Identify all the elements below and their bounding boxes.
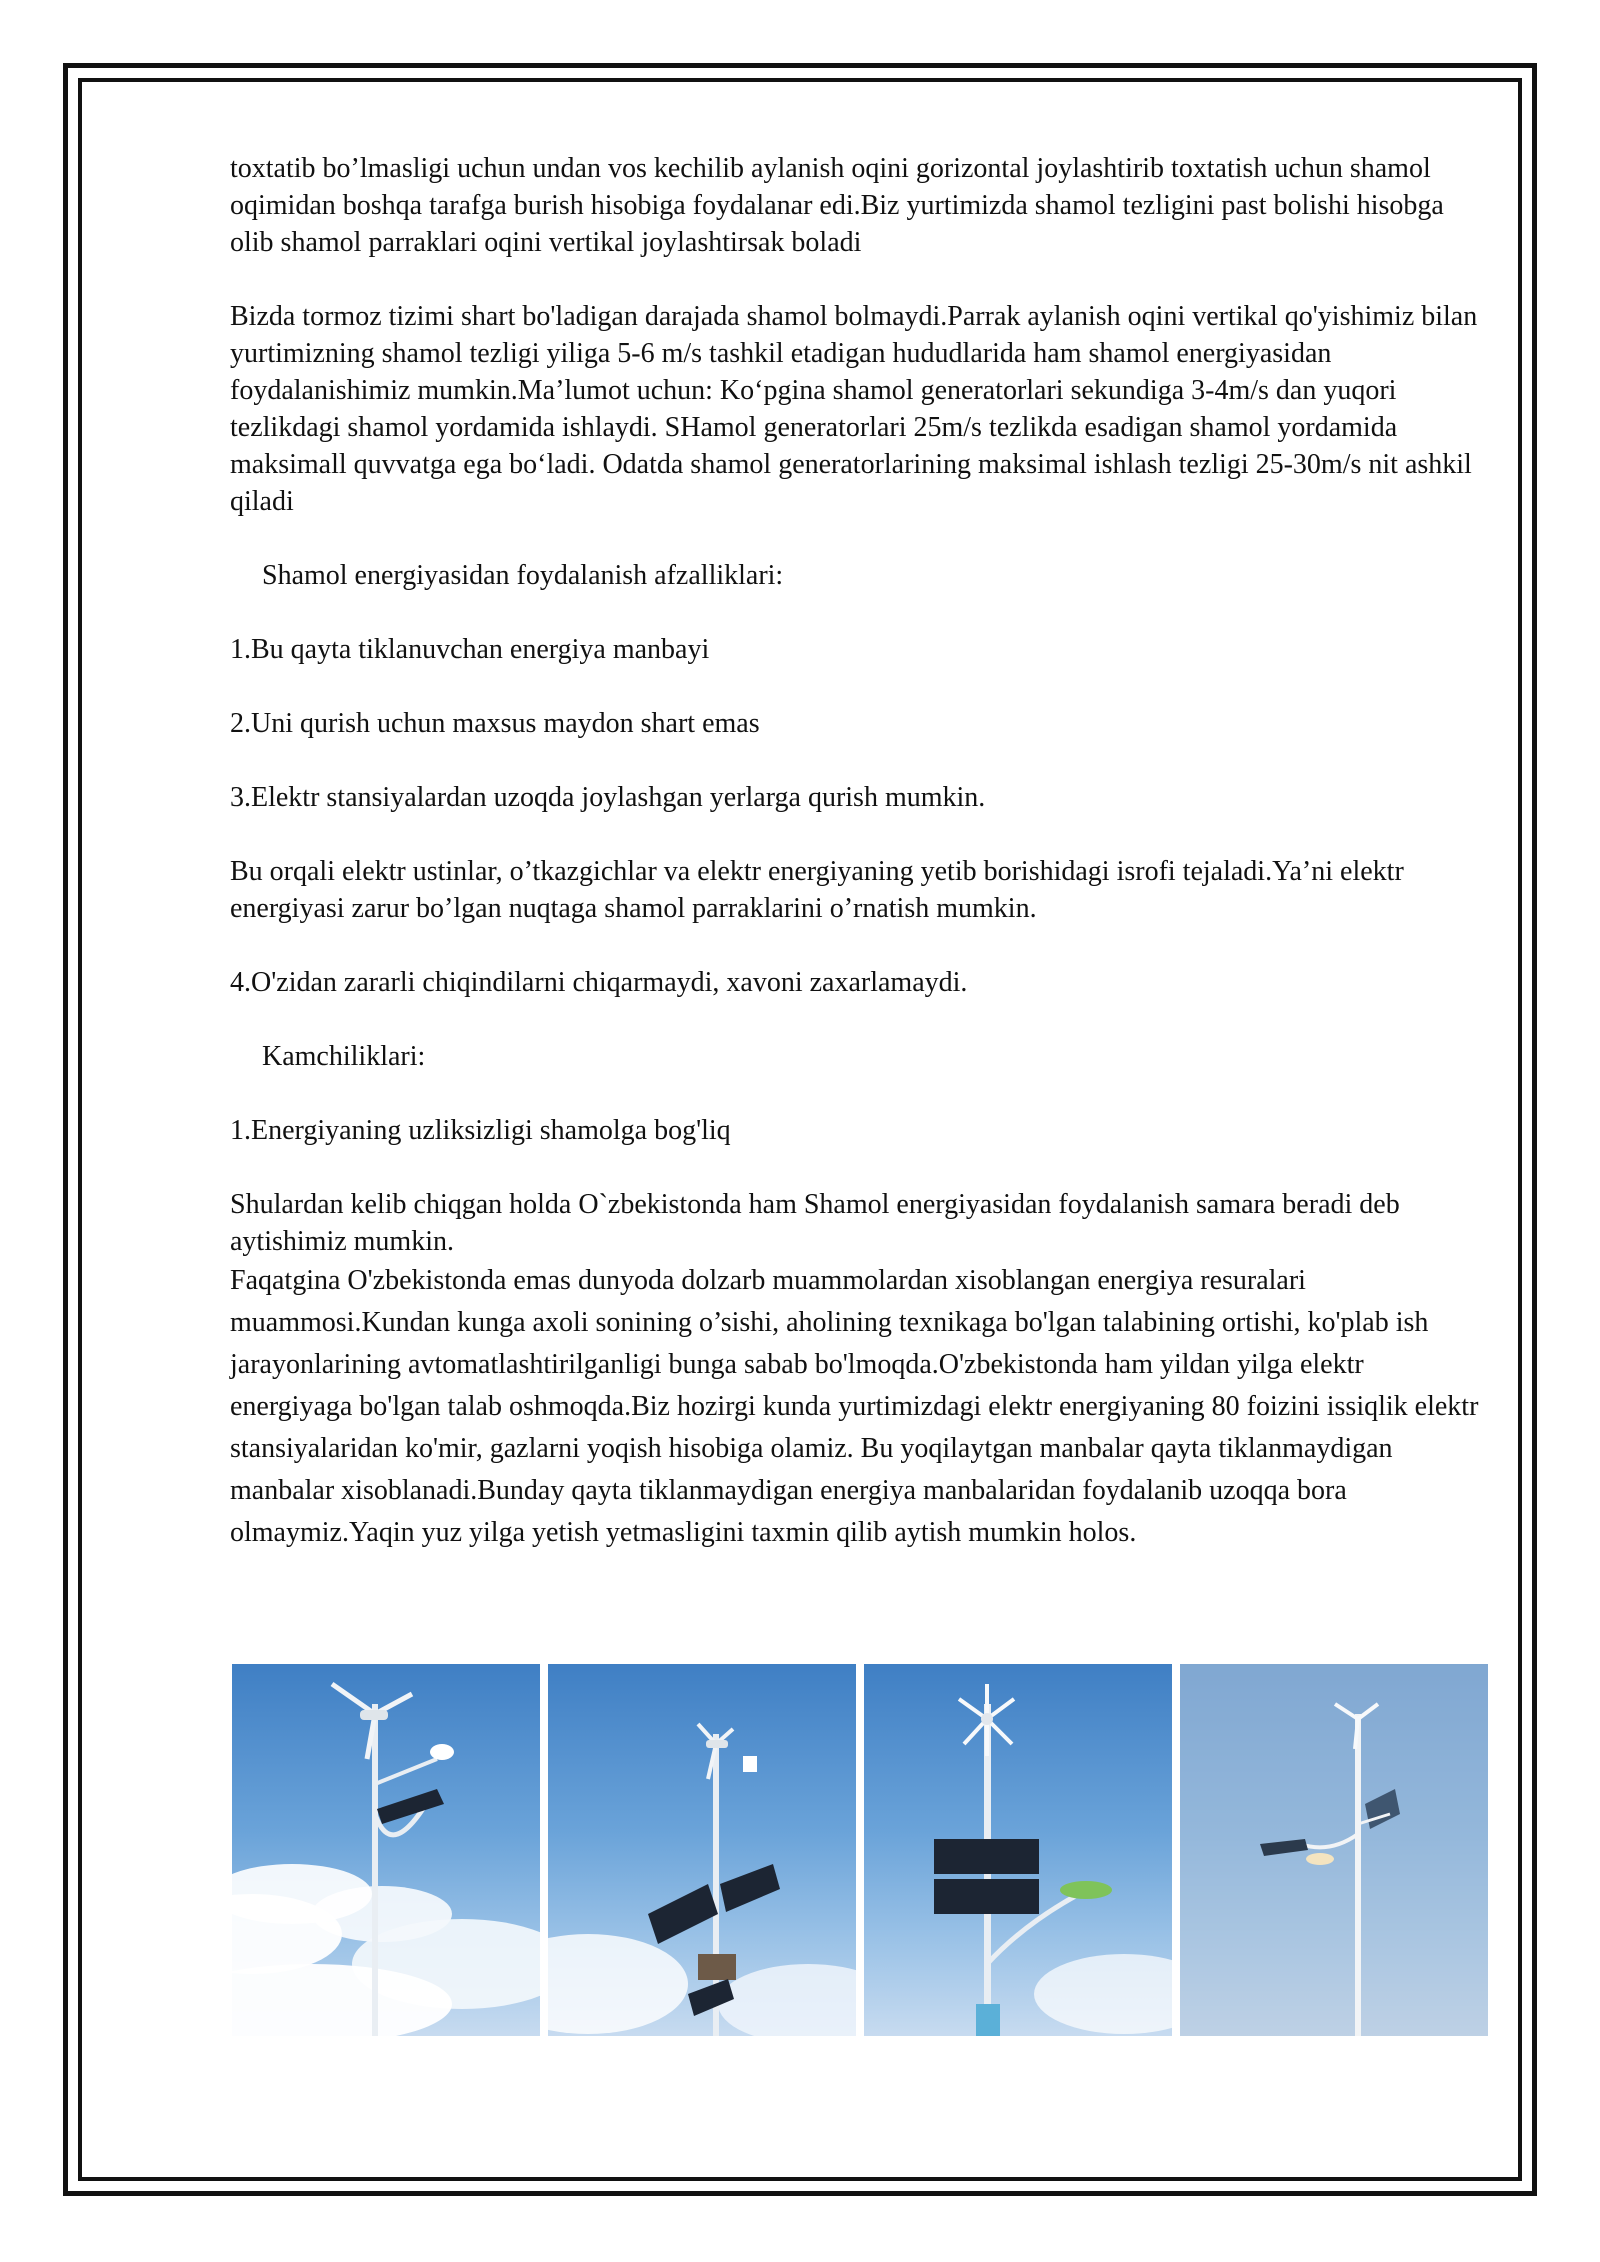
photo-wind-lamp-3: [864, 1664, 1172, 2036]
photo-wind-lamp-1: [232, 1664, 540, 2036]
wind-solar-streetlight-photos: [232, 1664, 1488, 2036]
disadvantage-item-1: 1.Energiyaning uzliksizligi shamolga bog'liq: [230, 1115, 731, 1146]
advantage-item-3-detail: Bu orqali elektr ustinlar, o’tkazgichlar va elektr energiyaning yetib borishidagi isrofi tejaladi.Ya’ni elektr energiyasi zarur bo’lgan nuqtaga shamol parraklarini o’rnatish mumkin.: [230, 856, 1404, 924]
advantage-item-4: 4.O'zidan zararli chiqindilarni chiqarmaydi, xavoni zaxarlamaydi.: [230, 967, 968, 998]
document-body: [230, 150, 1490, 1554]
photo-wind-lamp-2: [548, 1664, 856, 2036]
advantage-item-3: 3.Elektr stansiyalardan uzoqda joylashgan yerlarga qurish mumkin.: [230, 782, 986, 813]
conclusion-paragraph: Shulardan kelib chiqgan holda O`zbekistonda ham Shamol energiyasidan foydalanish samara beradi deb aytishimiz mumkin.: [230, 1189, 1400, 1257]
advantage-item-2: 2.Uni qurish uchun maxsus maydon shart emas: [230, 708, 760, 739]
advantage-item-1: 1.Bu qayta tiklanuvchan energiya manbayi: [230, 634, 710, 665]
paragraph-1: toxtatib bo’lmasligi uchun undan vos kechilib aylanish oqini gorizontal joylashtirib toxtatish uchun shamol oqimidan boshqa tarafga burish hisobiga foydalanar edi.Biz yurtimizda shamol tezligini past bolishi hisobga olib shamol parraklari oqini vertikal joylashtirsak boladi: [230, 153, 1444, 258]
advantages-heading: Shamol energiyasidan foydalanish afzalliklari:: [262, 560, 784, 591]
paragraph-2: Bizda tormoz tizimi shart bo'ladigan darajada shamol bolmaydi.Parrak aylanish oqini vertikal qo'yishimiz bilan yurtimizning shamol tezligi yiliga 5-6 m/s tashkil etadigan hududlarida ham shamol energiyasidan foydalanishimiz mumkin.Ma’lumot uchun: Ko‘pgina shamol generatorlari sekundiga 3-4m/s dan yuqori tezlikdagi shamol yordamida ishlaydi. SHamol generatorlari 25m/s tezlikda esadigan shamol yordamida maksimall quvvatga ega bo‘ladi. Odatda shamol generatorlarining maksimal ishlash tezligi 25-30m/s nit ashkil qiladi: [230, 301, 1478, 517]
energy-resources-paragraph: Faqatgina O'zbekistonda emas dunyoda dolzarb muammolardan xisoblangan energiya resuralari muammosi.Kundan kunga axoli sonining o’sishi, aholining texnikaga bo'lgan talabining ortishi, ko'plab ish jarayonlarining avtomatlashtirilganligi bunga sabab bo'lmoqda.O'zbekistonda ham yildan yilga elektr energiyaga bo'lgan talab oshmoqda.Biz hozirgi kunda yurtimizdagi elektr energiyaning 80 foizini issiqlik elektr stansiyalaridan ko'mir, gazlarni yoqish hisobiga olamiz. Bu yoqilaytgan manbalar qayta tiklanmaydigan manbalar xisoblanadi.Bunday qayta tiklanmaydigan energiya manbalaridan foydalanib uzoqqa bora olmaymiz.Yaqin yuz yilga yetish yetmasligini taxmin qilib aytish mumkin holos.: [230, 1265, 1479, 1548]
photo-wind-lamp-4: [1180, 1664, 1488, 2036]
disadvantages-heading: Kamchiliklari:: [262, 1041, 426, 1072]
